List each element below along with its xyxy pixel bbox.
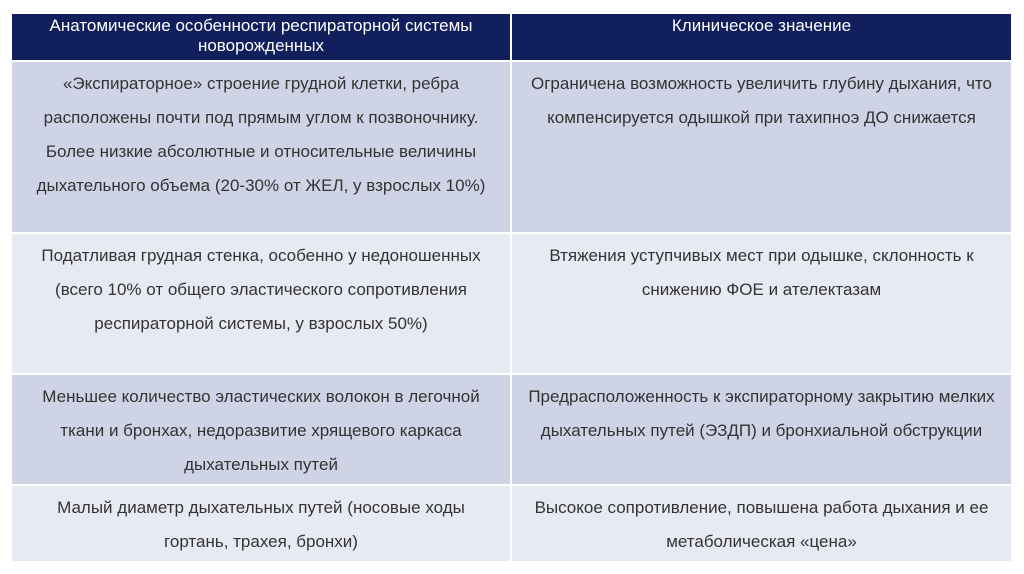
significance-cell: Высокое сопротивление, повышена работа дыхания и ее метаболическая «цена»	[511, 485, 1011, 561]
significance-cell: Втяжения уступчивых мест при одышке, склонность к снижению ФОЕ и ателектазам	[511, 233, 1011, 374]
significance-cell: Ограничена возможность увеличить глубину дыхания, что компенсируется одышкой при тахипноэ ДО снижается	[511, 61, 1011, 233]
feature-cell: Податливая грудная стенка, особенно у недоношенных (всего 10% от общего эластического сопротивления респираторной системы, у взрослых 50%)	[12, 233, 511, 374]
feature-cell: Малый диаметр дыхательных путей (носовые ходы гортань, трахея, бронхи)	[12, 485, 511, 561]
feature-cell: Меньшее количество эластических волокон в легочной ткани и бронхах, недоразвитие хрящевого каркаса дыхательных путей	[12, 374, 511, 485]
significance-cell: Предрасположенность к экспираторному закрытию мелких дыхательных путей (ЭЗДП) и бронхиальной обструкции	[511, 374, 1011, 485]
header-anatomical-features: Анатомические особенности респираторной системы новорожденных	[12, 14, 511, 61]
table-row	[12, 233, 1011, 374]
table-row	[12, 374, 1011, 485]
header-clinical-significance: Клиническое значение	[511, 14, 1011, 61]
table-row	[12, 61, 1011, 233]
table-header-row	[12, 14, 1011, 61]
feature-cell: «Экспираторное» строение грудной клетки, ребра расположены почти под прямым углом к позвоночнику. Более низкие абсолютные и относительные величины дыхательного объема (20-30% от ЖЕЛ, у взрослых 10%)	[12, 61, 511, 233]
table-row	[12, 485, 1011, 561]
comparison-table	[12, 14, 1011, 561]
